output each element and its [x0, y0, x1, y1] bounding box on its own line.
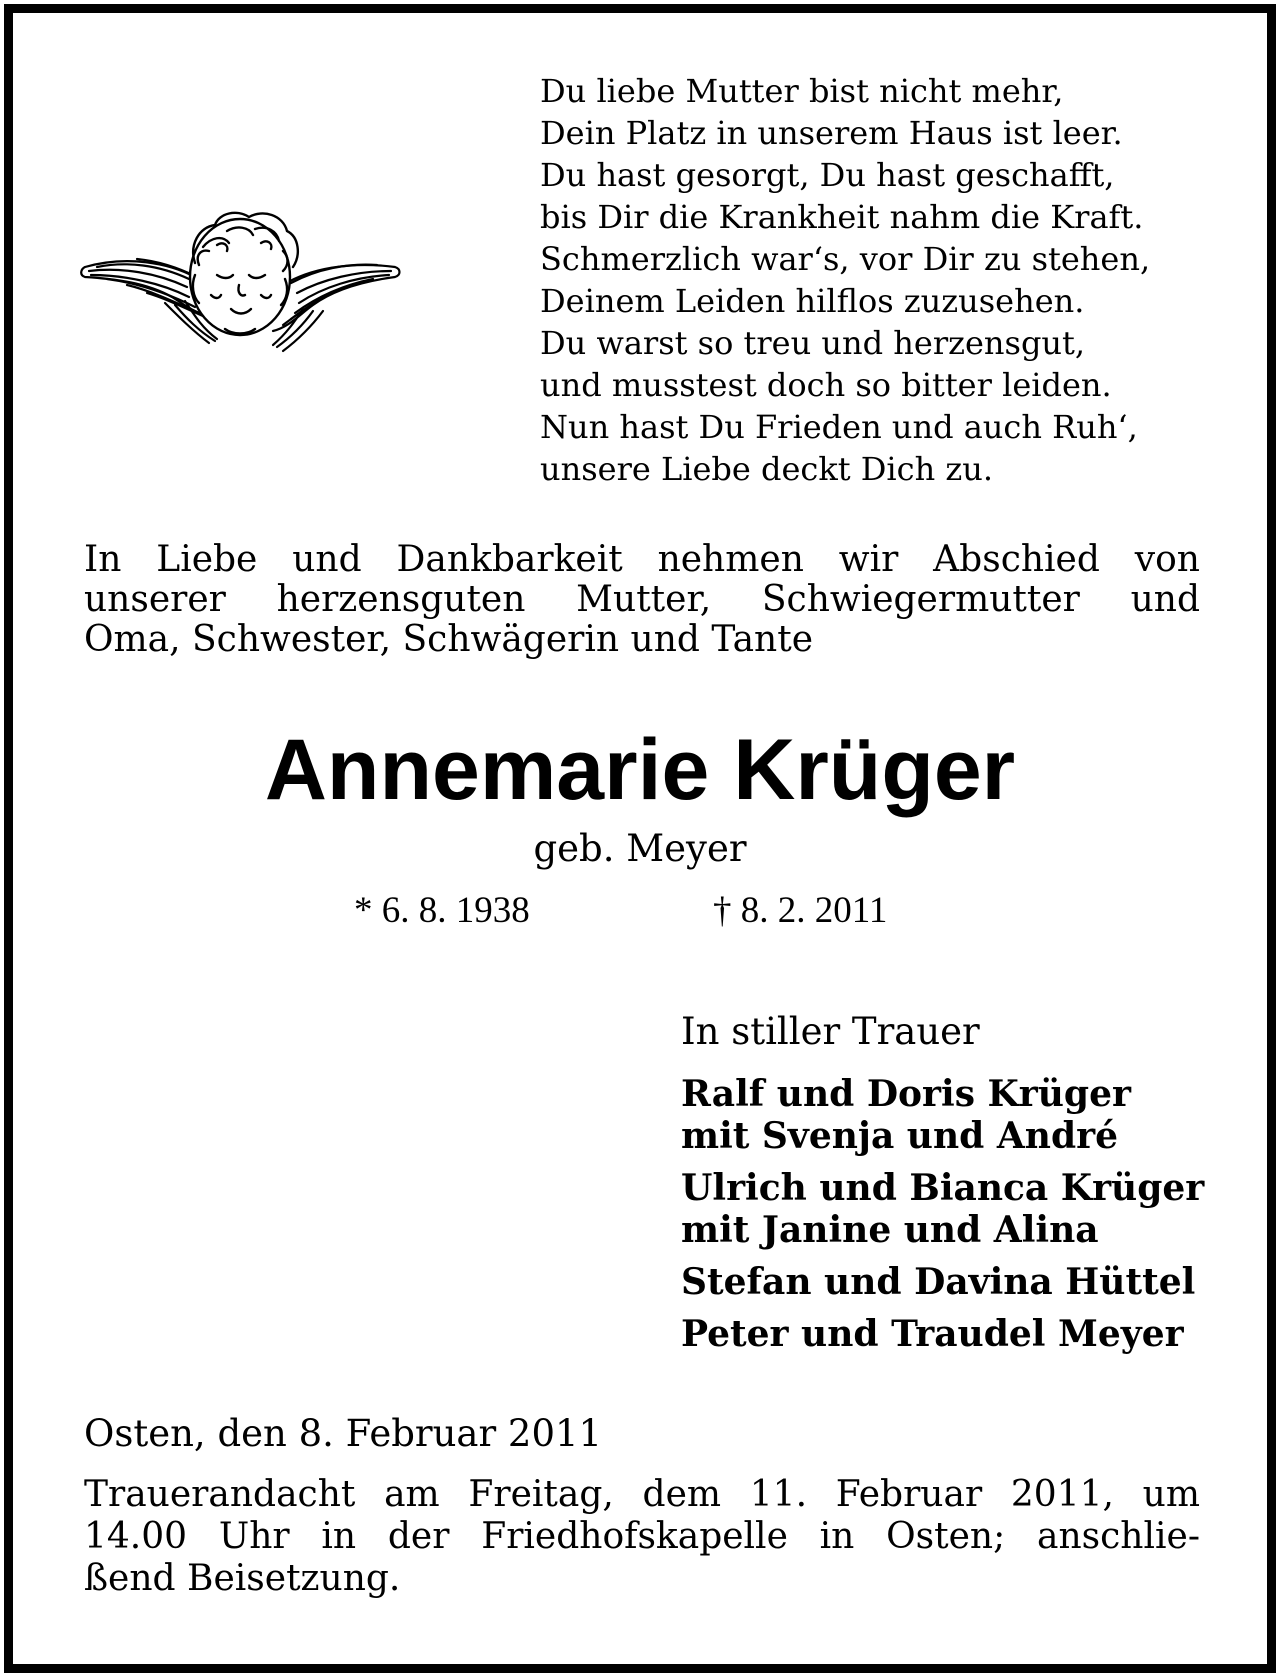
- poem-line: Du liebe Mutter bist nicht mehr,: [540, 72, 1064, 110]
- service-line: 14.00 Uhr in der Friedhofskapelle in Osten; anschlie-: [84, 1516, 1200, 1557]
- farewell-text: [84, 540, 1200, 660]
- mourners-list: [681, 1073, 1204, 1365]
- mourner-group: [681, 1313, 1204, 1355]
- death-date: † 8. 2. 2011: [713, 890, 888, 931]
- mourner-line: Ralf und Doris Krüger: [681, 1073, 1131, 1115]
- poem-line: Schmerzlich war‘s, vor Dir zu stehen,: [540, 240, 1151, 278]
- poem-line: bis Dir die Krankheit nahm die Kraft.: [540, 198, 1144, 236]
- service-info: [84, 1474, 1200, 1600]
- service-line: Trauerandacht am Freitag, dem 11. Februar 2011, um: [84, 1474, 1200, 1515]
- place-and-date: Osten, den 8. Februar 2011: [84, 1412, 603, 1455]
- mourner-line: Peter und Traudel Meyer: [681, 1313, 1184, 1355]
- maiden-name: geb. Meyer: [533, 827, 747, 870]
- mourner-group: [681, 1261, 1204, 1303]
- poem: [540, 70, 1240, 490]
- mourner-line: mit Svenja und André: [681, 1115, 1119, 1157]
- farewell-line: Oma, Schwester, Schwägerin und Tante: [84, 619, 813, 660]
- poem-line: Nun hast Du Frieden und auch Ruh‘,: [540, 408, 1138, 446]
- mourner-line: mit Janine und Alina: [681, 1209, 1099, 1251]
- cherub-icon: [77, 205, 402, 357]
- farewell-line: In Liebe und Dankbarkeit nehmen wir Abschied von: [84, 539, 1200, 580]
- mourner-group: [681, 1167, 1204, 1251]
- deceased-name: Annemarie Krüger: [264, 722, 1016, 818]
- farewell-line: unserer herzensguten Mutter, Schwiegermutter und: [84, 579, 1200, 620]
- poem-line: Du hast gesorgt, Du hast geschafft,: [540, 156, 1115, 194]
- poem-line: Du warst so treu und herzensgut,: [540, 324, 1086, 362]
- poem-line: Deinem Leiden hilflos zuzusehen.: [540, 282, 1085, 320]
- mourner-line: Stefan und Davina Hüttel: [681, 1261, 1196, 1303]
- birth-date: * 6. 8. 1938: [354, 890, 530, 931]
- mourner-line: Ulrich und Bianca Krüger: [681, 1167, 1205, 1209]
- poem-line: und musstest doch so bitter leiden.: [540, 366, 1112, 404]
- mourner-group: [681, 1073, 1204, 1157]
- service-line: ßend Beisetzung.: [84, 1558, 401, 1599]
- poem-line: unsere Liebe deckt Dich zu.: [540, 450, 993, 488]
- mourning-heading: In stiller Trauer: [681, 1010, 980, 1053]
- poem-line: Dein Platz in unserem Haus ist leer.: [540, 114, 1123, 152]
